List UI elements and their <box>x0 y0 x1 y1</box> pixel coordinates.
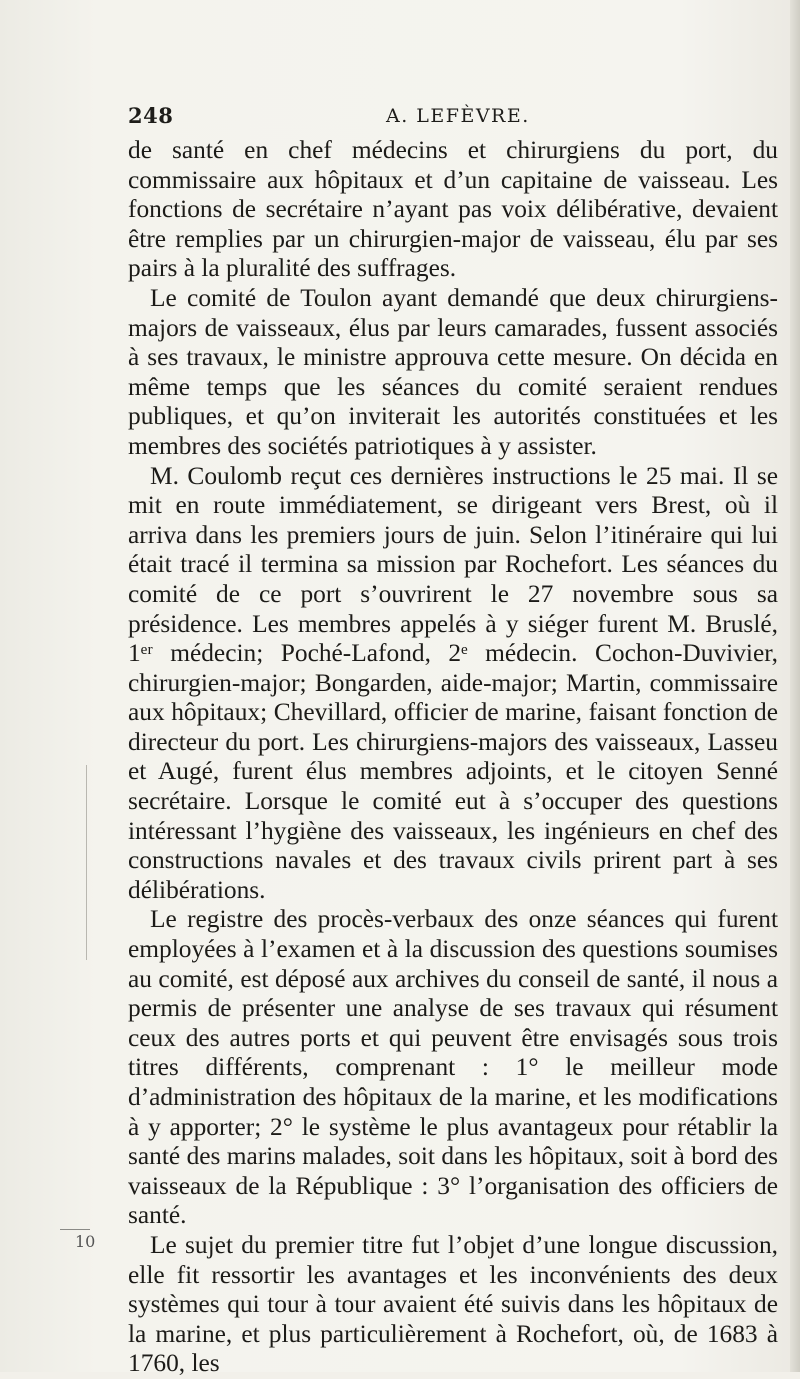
paragraph: Le comité de Toulon ayant demandé que deux chirurgiens-majors de vaisseaux, élus par leurs camarades, fussent associés à ses travaux, le ministre approuva cette mesure. On décida en même temps que les séances du comité seraient rendues publiques, et qu’on inviterait les autorités constituées et les membres des sociétés patriotiques à y assister. <box>128 283 778 460</box>
paragraph: Le registre des procès-verbaux des onze séances qui furent employées à l’examen et à la discussion des questions soumises au comité, est déposé aux archives du conseil de santé, il nous a permis de présenter une analyse de ses travaux qui résument ceux des autres ports et qui peuvent être envisagés sous trois titres différents, comprenant : 1° le meilleur mode d’administration des hôpitaux de la marine, et les modifications à y apporter; 2° le système le plus avantageux pour rétablir la santé des marins malades, soit dans les hôpitaux, soit à bord des vaisseaux de la République : 3° l’organisation des officiers de santé. <box>128 905 778 1230</box>
running-head: A. LEFÈVRE. <box>386 105 530 127</box>
paragraph: M. Coulomb reçut ces dernières instructions le 25 mai. Il se mit en route immédiatement, se dirigeant vers Brest, où il arriva dans les premiers jours de juin. Selon l’itinéraire qui lui était tracé il termina sa mission par Rochefort. Les séances du comité de ce port s’ouvrirent le 27 novembre sous sa présidence. Les membres appelés à y siéger furent M. Bruslé, 1ᵉʳ médecin; Poché-Lafond, 2ᵉ médecin. Cochon-Duvivier, chirurgien-major; Bongarden, aide-major; Martin, commissaire aux hôpitaux; Chevillard, officier de marine, faisant fonction de directeur du port. Les chirurgiens-majors des vaisseaux, Lasseu et Augé, furent élus membres adjoints, et le citoyen Senné secrétaire. Lorsque le comité eut à s’occuper des questions intéressant l’hygiène des vaisseaux, les ingénieurs en chef des constructions navales et des travaux civils prirent part à ses délibérations. <box>128 461 778 904</box>
page-number: 248 <box>128 103 174 128</box>
paragraph: Le sujet du premier titre fut l’objet d’une longue discussion, elle fit ressortir les avantages et les inconvénients des deux systèmes qui tour à tour avaient été suivis dans les hôpitaux de la marine, et plus particulièrement à Rochefort, où, de 1683 à 1760, les <box>128 1230 778 1378</box>
margin-pencil-line <box>60 1229 90 1230</box>
margin-pencil-bar <box>86 765 87 960</box>
paragraph-continued: de santé en chef médecins et chirurgiens du port, du commissaire aux hôpitaux et d’un capitaine de vaisseau. Les fonctions de secrétaire n’ayant pas voix délibérative, devaient être remplies par un chirurgien-major de vaisseau, élu par ses pairs à la pluralité des suffrages. <box>128 136 778 283</box>
page-edge <box>790 0 800 1372</box>
body-text <box>128 136 778 1379</box>
margin-note: 10 <box>75 1232 96 1251</box>
